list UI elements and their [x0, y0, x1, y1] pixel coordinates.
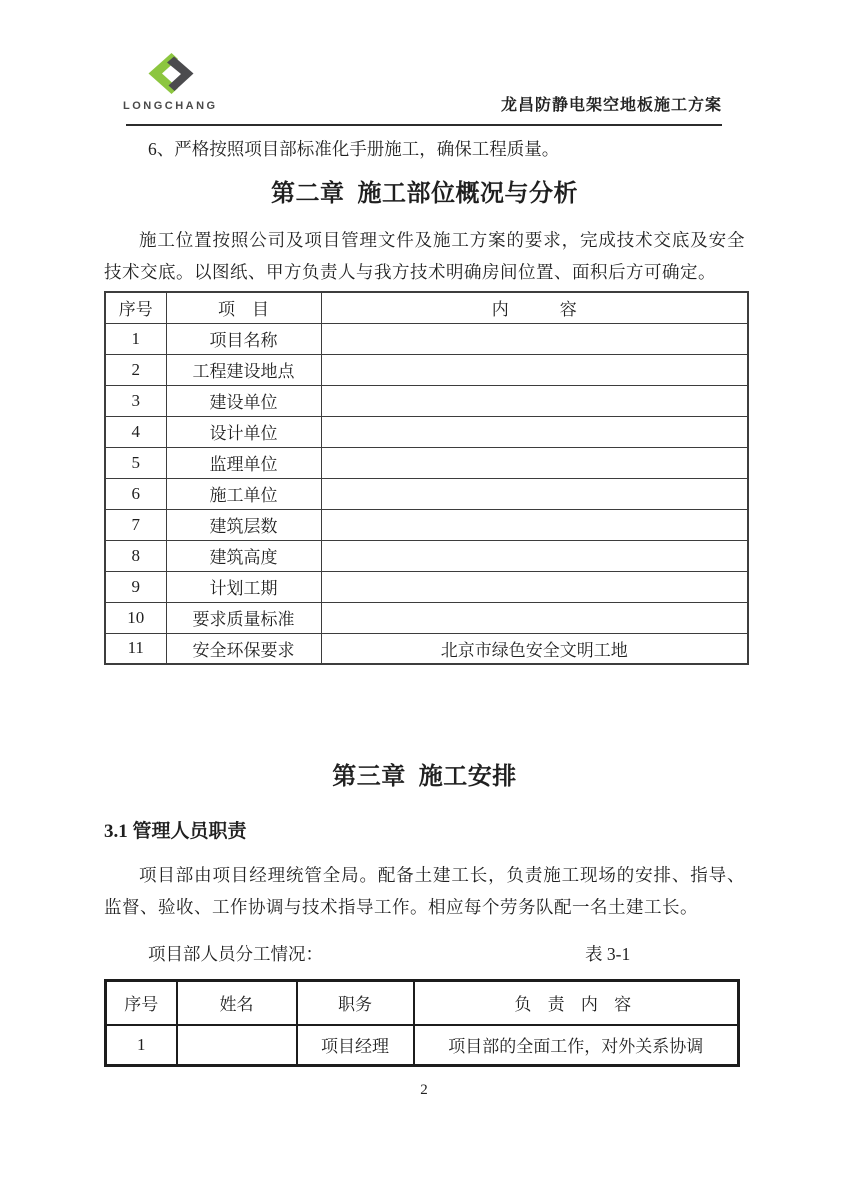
- header-divider: [126, 124, 722, 126]
- list-item-6: 6、严格按照项目部标准化手册施工，确保工程质量。: [148, 139, 560, 159]
- cell-item: 建筑层数: [166, 509, 321, 540]
- overview-table: [104, 291, 749, 665]
- table-row: [105, 416, 748, 447]
- cell-item: 工程建设地点: [166, 354, 321, 385]
- table-row: [105, 540, 748, 571]
- col-header-name: 姓名: [177, 981, 297, 1025]
- cell-item: 安全环保要求: [166, 633, 321, 664]
- col-header-title: 职务: [297, 981, 414, 1025]
- table-row: [105, 633, 748, 664]
- cell-item: 建筑高度: [166, 540, 321, 571]
- header-doc-title: 龙昌防静电架空地板施工方案: [500, 97, 722, 114]
- staff-table-caption-row: [104, 942, 745, 966]
- col-header-item: 项 目: [166, 292, 321, 323]
- chapter-2-paragraph: 施工位置按照公司及项目管理文件及施工方案的要求，完成技术交底及安全技术交底。以图纸、甲方负责人与我方技术明确房间位置、面积后方可确定。: [104, 230, 745, 282]
- page-number: 2: [420, 1082, 428, 1098]
- table-row: [105, 323, 748, 354]
- table-row: [105, 385, 748, 416]
- table-row: [105, 447, 748, 478]
- cell-content: [321, 385, 748, 416]
- cell-item: 建设单位: [166, 385, 321, 416]
- cell-content: [321, 540, 748, 571]
- logo-brand-text: LONGCHANG: [123, 100, 218, 112]
- cell-seq: 7: [105, 509, 166, 540]
- cell-item: 监理单位: [166, 447, 321, 478]
- section-3-1-title: 3.1 管理人员职责: [104, 821, 247, 842]
- cell-item: 施工单位: [166, 478, 321, 509]
- company-logo: [123, 52, 233, 112]
- col-header-seq: 序号: [105, 292, 166, 323]
- col-header-content: 内 容: [321, 292, 748, 323]
- cell-content: [321, 323, 748, 354]
- cell-content: [321, 447, 748, 478]
- cell-seq: 9: [105, 571, 166, 602]
- cell-item: 设计单位: [166, 416, 321, 447]
- table-row: [105, 478, 748, 509]
- cell-seq: 1: [106, 1025, 177, 1066]
- cell-seq: 10: [105, 602, 166, 633]
- chapter-3-paragraph: 项目部由项目经理统管全局。配备土建工长，负责施工现场的安排、指导、监督、验收、工作协调与技术指导工作。相应每个劳务队配一名土建工长。: [104, 865, 745, 917]
- staff-table-caption: 项目部人员分工情况：: [148, 944, 323, 964]
- table-number-label: 表 3-1: [585, 944, 631, 964]
- table-header-row: [105, 292, 748, 323]
- cell-seq: 3: [105, 385, 166, 416]
- cell-content: 北京市绿色安全文明工地: [321, 633, 748, 664]
- cell-item: 要求质量标准: [166, 602, 321, 633]
- table-row: [106, 1025, 739, 1066]
- staff-table: [104, 979, 740, 1067]
- chapter-2-title: 第二章 施工部位概况与分析: [271, 181, 578, 207]
- cell-seq: 2: [105, 354, 166, 385]
- cell-seq: 8: [105, 540, 166, 571]
- cell-content: [321, 416, 748, 447]
- col-header-duty: 负 责 内 容: [414, 981, 739, 1025]
- cell-seq: 11: [105, 633, 166, 664]
- cell-title: 项目经理: [297, 1025, 414, 1066]
- cell-item: 计划工期: [166, 571, 321, 602]
- cell-name: [177, 1025, 297, 1066]
- table-row: [105, 602, 748, 633]
- cell-content: [321, 571, 748, 602]
- col-header-seq: 序号: [106, 981, 177, 1025]
- cell-seq: 4: [105, 416, 166, 447]
- table-row: [105, 354, 748, 385]
- cell-content: [321, 354, 748, 385]
- table-row: [105, 509, 748, 540]
- cell-duty: 项目部的全面工作，对外关系协调: [414, 1025, 739, 1066]
- cell-content: [321, 478, 748, 509]
- cell-item: 项目名称: [166, 323, 321, 354]
- table-row: [105, 571, 748, 602]
- cell-seq: 6: [105, 478, 166, 509]
- longchang-logo-icon: [139, 52, 201, 98]
- cell-content: [321, 602, 748, 633]
- table-header-row: [106, 981, 739, 1025]
- cell-content: [321, 509, 748, 540]
- cell-seq: 5: [105, 447, 166, 478]
- content-column: [104, 136, 745, 1067]
- chapter-3-title: 第三章 施工安排: [332, 764, 517, 790]
- cell-seq: 1: [105, 323, 166, 354]
